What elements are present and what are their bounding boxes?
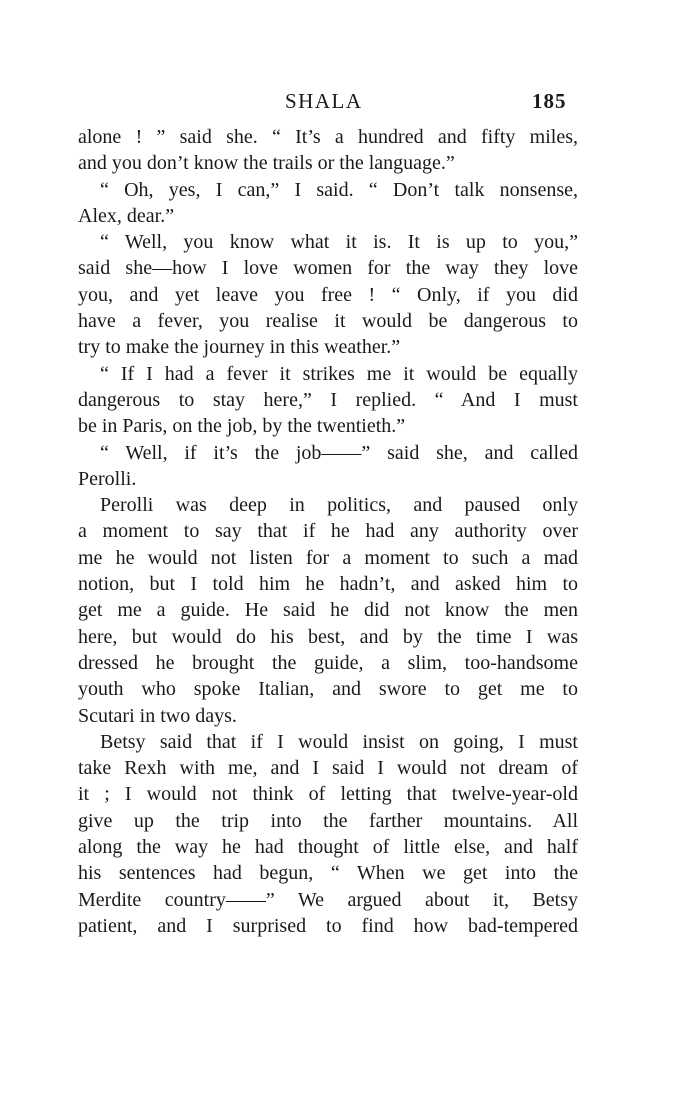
text-line: notion, but I told him he hadn’t, and asked him to: [78, 573, 578, 596]
text-line: said she—how I love women for the way they love: [78, 257, 578, 280]
text-line: be in Paris, on the job, by the twentieth.”: [78, 415, 406, 438]
text-line: Betsy said that if I would insist on going, I must: [100, 730, 578, 753]
text-line: “ Oh, yes, I can,” I said. “ Don’t talk nonsense,: [100, 178, 578, 201]
running-head-title: SHALA: [285, 89, 363, 113]
text-line: youth who spoke Italian, and swore to get me to: [78, 678, 578, 701]
text-line: Merdite country——” We argued about it, Betsy: [78, 888, 578, 911]
text-line: take Rexh with me, and I said I would not dream of: [78, 757, 578, 780]
text-line: “ Well, if it’s the job——” said she, and called: [100, 441, 578, 464]
text-line: his sentences had begun, “ When we get into the: [78, 862, 578, 885]
text-line: have a fever, you realise it would be dangerous to: [78, 310, 578, 333]
text-line: and you don’t know the trails or the language.”: [78, 152, 455, 175]
text-line: give up the trip into the farther mountains. All: [78, 809, 578, 832]
text-line: Perolli was deep in politics, and paused only: [100, 494, 578, 517]
text-line: Scutari in two days.: [78, 704, 237, 727]
text-line: along the way he had thought of little else, and half: [78, 836, 578, 859]
text-line: get me a guide. He said he did not know the men: [78, 599, 578, 622]
text-line: “ Well, you know what it is. It is up to you,”: [100, 231, 578, 254]
text-line: try to make the journey in this weather.”: [78, 336, 401, 359]
text-line: here, but would do his best, and by the time I was: [78, 625, 578, 648]
text-line: Perolli.: [78, 467, 137, 490]
running-head: [0, 89, 680, 117]
text-line: you, and yet leave you free ! “ Only, if you did: [78, 283, 578, 306]
text-line: dressed he brought the guide, a slim, too-handsome: [78, 651, 578, 674]
text-line: alone ! ” said she. “ It’s a hundred and fifty miles,: [78, 126, 578, 148]
body-text: [78, 124, 578, 939]
text-line: patient, and I surprised to find how bad-tempered: [78, 914, 578, 937]
text-line: Alex, dear.”: [78, 204, 175, 227]
page-number: 185: [532, 89, 567, 113]
text-line: a moment to say that if he had any authority over: [78, 520, 578, 543]
text-line: it ; I would not think of letting that twelve-year-old: [78, 783, 578, 806]
text-line: me he would not listen for a moment to such a mad: [78, 546, 578, 569]
text-line: dangerous to stay here,” I replied. “ And I must: [78, 388, 578, 411]
text-line: “ If I had a fever it strikes me it would be equally: [100, 362, 578, 385]
